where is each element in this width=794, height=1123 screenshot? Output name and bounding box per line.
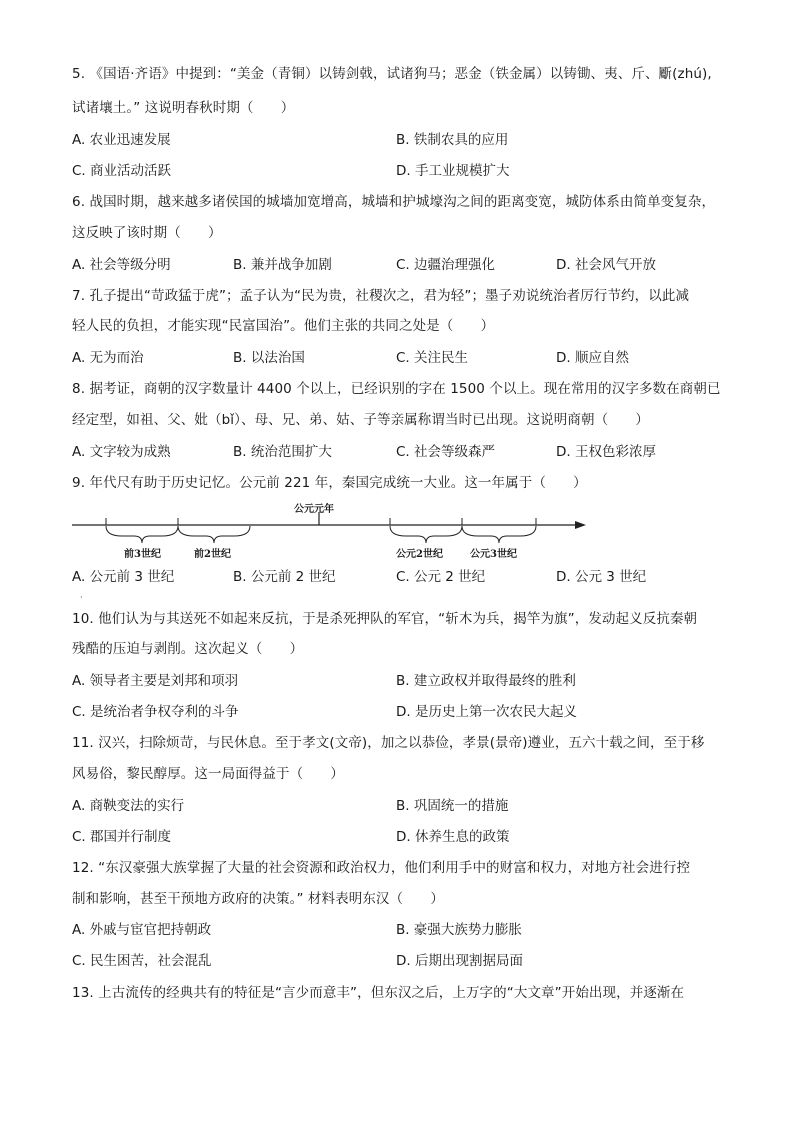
question-10-line-1: 10. 他们认为与其送死不如起来反抗，于是杀死押队的军官，“斩木为兵，揭竿为旗”，发动起义反抗秦朝 — [72, 611, 698, 627]
question-12-option-a[interactable]: A. 外戚与宦官把持朝政 — [72, 922, 212, 938]
question-10-option-a[interactable]: A. 领导者主要是刘邦和项羽 — [72, 673, 239, 689]
question-9-option-c[interactable]: C. 公元 2 世纪 — [396, 569, 486, 585]
question-11-option-c[interactable]: C. 郡国并行制度 — [72, 829, 172, 845]
timeline-span-label: 公元2世纪 — [396, 549, 443, 560]
question-9-option-b[interactable]: B. 公元前 2 世纪 — [233, 569, 336, 585]
question-12-option-c[interactable]: C. 民生困苦，社会混乱 — [72, 953, 212, 969]
question-11-option-b[interactable]: B. 巩固统一的措施 — [396, 798, 509, 814]
question-9-option-d[interactable]: D. 公元 3 世纪 — [556, 569, 647, 585]
question-6-option-d[interactable]: D. 社会风气开放 — [556, 257, 656, 273]
question-5-line-1: 5. 《国语·齐语》中提到：“美金（青铜）以铸剑戟，试诸狗马；恶金（铁金属）以铸锄、夷、斤、斸(zhú), — [72, 66, 712, 82]
question-6-option-b[interactable]: B. 兼并战争加剧 — [233, 257, 332, 273]
question-7-option-c[interactable]: C. 关注民生 — [396, 350, 469, 366]
question-9-line-1: 9. 年代尺有助于历史记忆。公元前 221 年，秦国完成统一大业。这一年属于（ ） — [72, 475, 587, 491]
question-7-line-2: 轻人民的负担，才能实现“民富国治”。他们主张的共同之处是（ ） — [72, 318, 495, 334]
question-8-line-1: 8. 据考证，商朝的汉字数量计 4400 个以上，已经识别的字在 1500 个以上。现在常用的汉字多数在商朝已 — [72, 381, 721, 397]
question-7-option-d[interactable]: D. 顺应自然 — [556, 350, 629, 366]
question-9-option-a[interactable]: A. 公元前 3 世纪 — [72, 569, 175, 585]
question-11-option-a[interactable]: A. 商鞅变法的实行 — [72, 798, 185, 814]
question-12-option-d[interactable]: D. 后期出现割据局面 — [396, 953, 523, 969]
question-6-line-1: 6. 战国时期，越来越多诸侯国的城墙加宽增高，城墙和护城壕沟之间的距离变宽，城防体系由简单变复杂， — [72, 194, 716, 210]
question-7-line-1: 7. 孔子提出“苛政猛于虎”；孟子认为“民为贵，社稷次之，君为轻”；墨子劝说统治者厉行节约，以此减 — [72, 288, 690, 304]
timeline-span-label: 公元3世纪 — [470, 549, 517, 560]
question-8-option-c[interactable]: C. 社会等级森严 — [396, 444, 496, 460]
question-11-line-2: 风易俗，黎民醇厚。这一局面得益于（ ） — [72, 766, 344, 782]
timeline-span-label: 前3世纪 — [124, 549, 161, 560]
question-12-line-2: 制和影响，甚至干预地方政府的决策。” 材料表明东汉（ ） — [72, 891, 444, 907]
question-7-option-a[interactable]: A. 无为而治 — [72, 350, 144, 366]
question-6-option-c[interactable]: C. 边疆治理强化 — [396, 257, 496, 273]
question-8-line-2: 经定型，如祖、父、妣（bǐ）、母、兄、弟、姑、子等亲属称谓当时已出现。这说明商朝（ ） — [72, 412, 649, 428]
question-5-option-b[interactable]: B. 铁制农具的应用 — [396, 132, 509, 148]
question-8-option-d[interactable]: D. 王权色彩浓厚 — [556, 444, 656, 460]
question-5-line-2: 试诸壤土。” 这说明春秋时期（ ） — [72, 100, 295, 116]
question-5-option-c[interactable]: C. 商业活动活跃 — [72, 163, 172, 179]
question-8-option-b[interactable]: B. 统治范围扩大 — [233, 444, 332, 460]
timeline-origin-label: 公元元年 — [294, 504, 334, 515]
stray-dot: · — [80, 593, 83, 602]
question-8-option-a[interactable]: A. 文字较为成熟 — [72, 444, 171, 460]
timeline-figure — [72, 504, 592, 564]
question-10-option-d[interactable]: D. 是历史上第一次农民大起义 — [396, 704, 577, 720]
question-12-option-b[interactable]: B. 豪强大族势力膨胀 — [396, 922, 522, 938]
question-12-line-1: 12. “东汉豪强大族掌握了大量的社会资源和政治权力，他们利用手中的财富和权力，对地方社会进行控 — [72, 860, 691, 876]
question-6-line-2: 这反映了该时期（ ） — [72, 225, 222, 241]
question-5-option-a[interactable]: A. 农业迅速发展 — [72, 132, 171, 148]
question-10-line-2: 残酷的压迫与剥削。这次起义（ ） — [72, 641, 304, 657]
question-5-option-d[interactable]: D. 手工业规模扩大 — [396, 163, 510, 179]
question-11-line-1: 11. 汉兴，扫除烦苛，与民休息。至于孝文(文帝)，加之以恭俭，孝景(景帝)遵业，五六十载之间，至于移 — [72, 735, 705, 751]
timeline-span-label: 前2世纪 — [194, 549, 231, 560]
question-13-line-1: 13. 上古流传的经典共有的特征是“言少而意丰”，但东汉之后，上万字的“大文章”开始出现，并逐渐在 — [72, 985, 685, 1001]
question-7-option-b[interactable]: B. 以法治国 — [233, 350, 305, 366]
question-6-option-a[interactable]: A. 社会等级分明 — [72, 257, 171, 273]
question-10-option-b[interactable]: B. 建立政权并取得最终的胜利 — [396, 673, 576, 689]
question-10-option-c[interactable]: C. 是统治者争权夺利的斗争 — [72, 704, 239, 720]
question-11-option-d[interactable]: D. 休养生息的政策 — [396, 829, 510, 845]
